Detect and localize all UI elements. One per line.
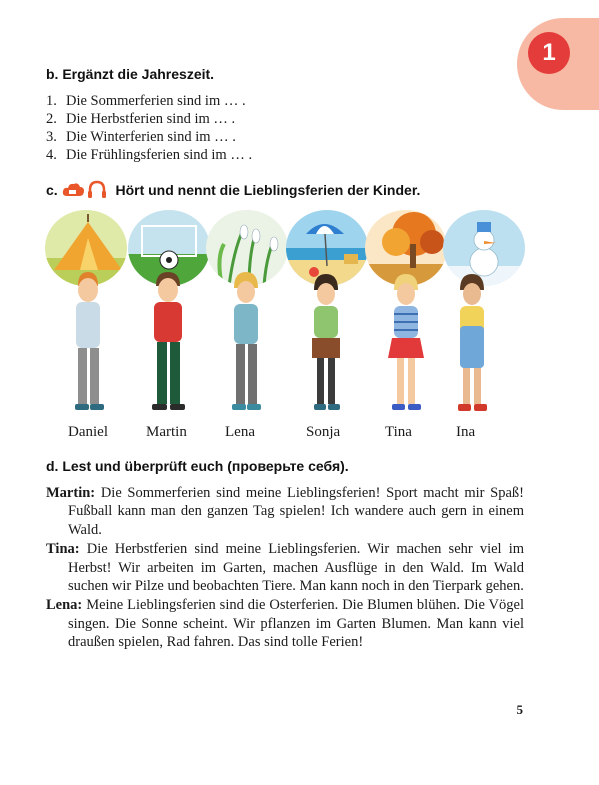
page-number: 5 (516, 702, 523, 717)
section-d-text (46, 484, 524, 653)
speaker-lena: Lena: (46, 597, 83, 614)
cloud-audio-icon (62, 183, 83, 196)
section-c-icons (62, 180, 106, 203)
lesson-number-badge: 1 (528, 32, 570, 74)
headphones-icon (88, 182, 106, 198)
list-item: 4. Die Frühlingsferien sind im … . (46, 147, 253, 163)
list-item: 3. Die Winterferien sind im … . (46, 129, 236, 145)
section-c-title: Hört und nennt die Lieblingsferien der Kinder. (115, 182, 421, 199)
paragraph-martin: Martin: Die Sommerferien sind meine Lieblingsferien! Sport macht mir Spaß! Fußball kann man den ganzen Tag spielen! Ich wandere auch gern in einem Wald. (46, 485, 524, 538)
speaker-martin: Martin: (46, 485, 96, 501)
paragraph-lena: Lena: Meine Lieblingsferien sind die Osterferien. Die Blumen blühen. Die Vögel singen. Die Sonne scheint. Wir pflanzen im Garten Blumen. Man kann viel draußen spielen, Rad fahren. Das sind tolle Ferien! (46, 597, 524, 651)
section-c-heading (46, 180, 420, 203)
child-name-sonja: Sonja (306, 424, 341, 440)
list-item: 2. Die Herbstferien sind im … . (46, 111, 236, 127)
section-c-label: c. (46, 182, 58, 199)
child-name-ina: Ina (456, 424, 476, 440)
child-lena (232, 272, 261, 410)
list-item: 1. Die Sommerferien sind im … . (46, 93, 246, 109)
corner-tab (517, 18, 599, 110)
child-daniel (75, 272, 104, 410)
child-ina (458, 274, 487, 411)
speaker-tina: Tina: (46, 541, 80, 558)
child-name-daniel: Daniel (68, 424, 108, 440)
section-b-list (46, 92, 252, 164)
snowman-scene (442, 208, 528, 288)
child-name-tina: Tina (385, 424, 412, 440)
child-martin (152, 272, 185, 410)
children-names (0, 424, 599, 444)
child-tina (388, 274, 424, 410)
children-illustration (44, 208, 528, 424)
child-name-lena: Lena (225, 424, 255, 440)
section-b-title: b. Ergänzt die Jahreszeit. (46, 66, 215, 82)
section-d-title: d. Lest und überprüft euch (проверьте себя). (46, 458, 349, 474)
paragraph-tina: Tina: Die Herbstferien sind meine Lieblingsferien. Wir machen sehr viel im Herbst! Wir arbeiten im Garten, machen Ausflüge in den Wald. Im Wald suchen wir Pilze und beobachten Tiere. Man kann noch in den Tierpark gehen. (46, 541, 524, 595)
child-sonja (312, 274, 340, 410)
child-name-martin: Martin (146, 424, 187, 440)
